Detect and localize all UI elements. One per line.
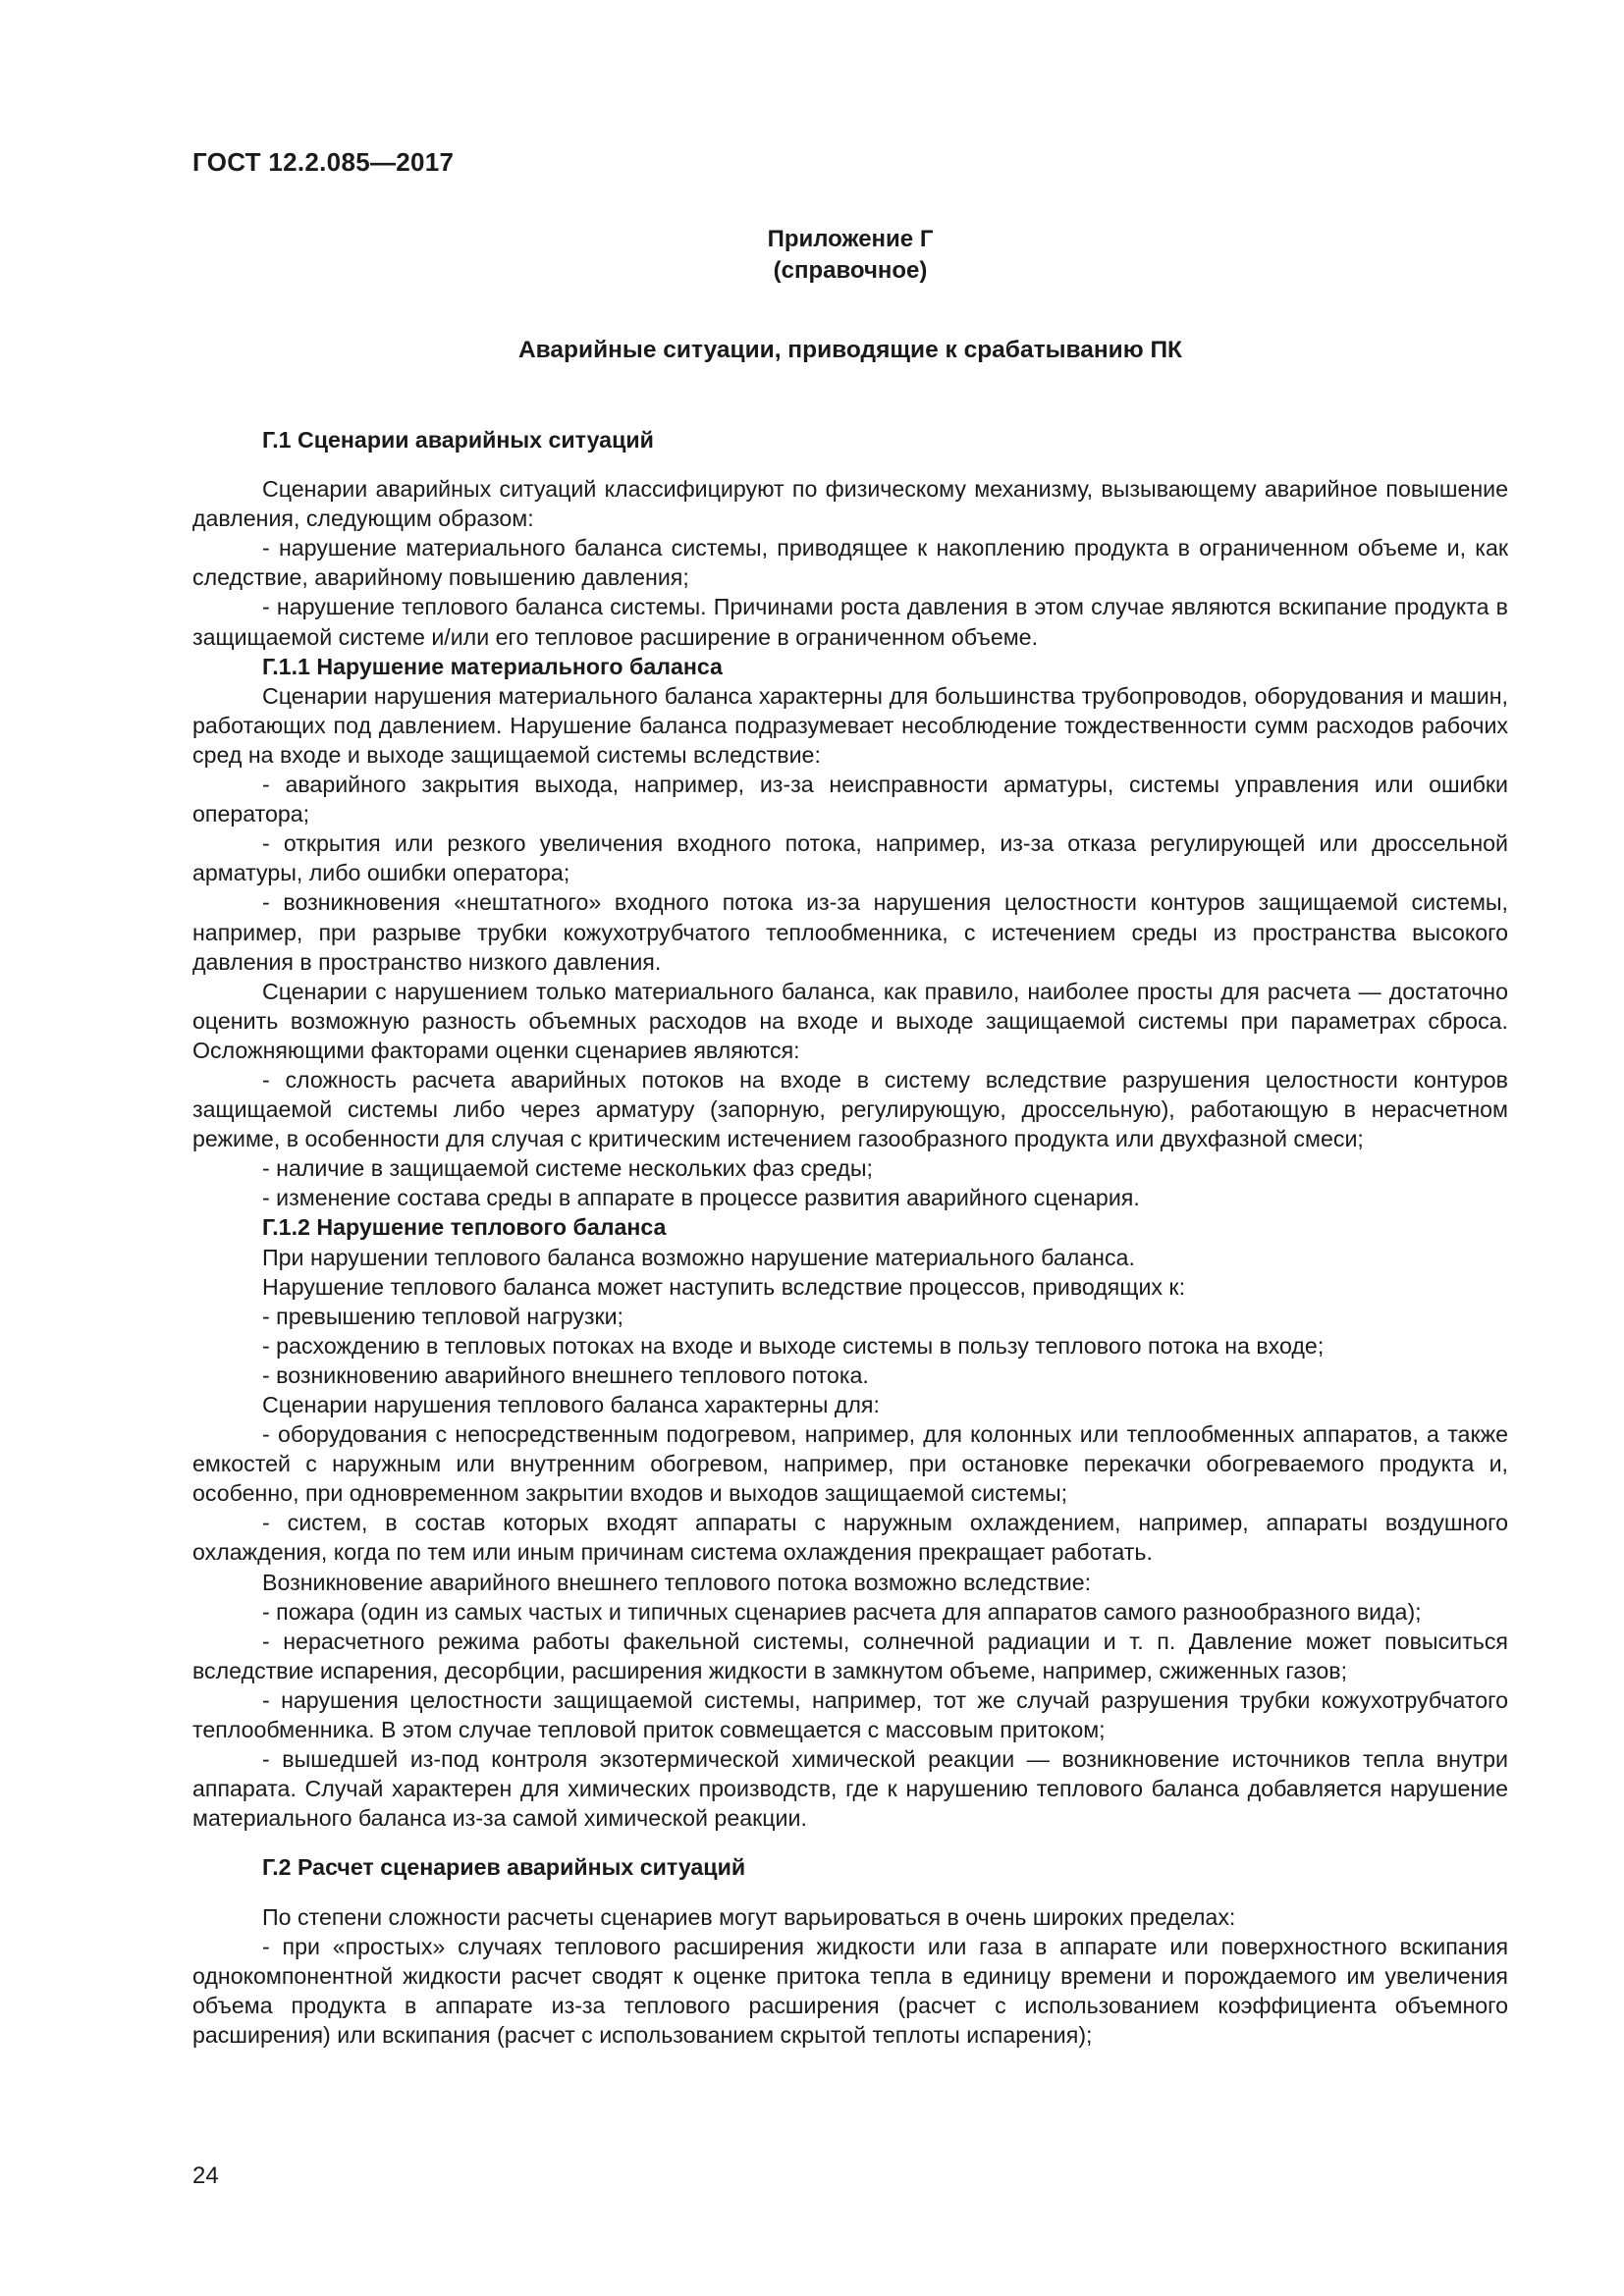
paragraph: При нарушении теплового баланса возможно нарушение материального баланса. bbox=[262, 1244, 1135, 1270]
appendix-heading bbox=[192, 224, 1508, 287]
section-heading-g1-1: Г.1.1 Нарушение материального баланса bbox=[262, 653, 723, 679]
document-body bbox=[192, 425, 1508, 2050]
paragraph: - наличие в защищаемой системе нескольких фаз среды; bbox=[262, 1155, 873, 1182]
paragraph: - аварийного закрытия выхода, например, из-за неисправности арматуры, системы управления или ошибки оператора; bbox=[192, 772, 1508, 828]
paragraph: - систем, в состав которых входят аппараты с наружным охлаждением, например, аппараты воздушного охлаждения, когда по тем или иным причинам система охлаждения прекращает работать. bbox=[192, 1510, 1508, 1566]
paragraph: - возникновения «нештатного» входного потока из-за нарушения целостности контуров защищаемой системы, например, при разрыве трубки кожухотрубчатого теплообменника, с истечением среды из пространства высокого давления в пространство низкого давления. bbox=[192, 889, 1508, 975]
paragraph: - нарушения целостности защищаемой системы, например, тот же случай разрушения трубки кожухотрубчатого теплообменника. В этом случае тепловой приток совмещается с массовым притоком; bbox=[192, 1686, 1508, 1743]
document-standard-header: ГОСТ 12.2.085—2017 bbox=[192, 147, 455, 177]
appendix-title: Аварийные ситуации, приводящие к срабатыванию ПК bbox=[517, 337, 1183, 363]
paragraph: - нарушение теплового баланса системы. Причинами роста давления в этом случае являются вскипание продукта в защищаемой системе и/или его тепловое расширение в ограниченном объеме. bbox=[192, 594, 1508, 650]
paragraph: Сценарии аварийных ситуаций классифицируют по физическому механизму, вызывающему аварийное повышение давления, следующим образом: bbox=[192, 476, 1508, 532]
paragraph: Возникновение аварийного внешнего теплового потока возможно вследствие: bbox=[262, 1569, 1092, 1595]
paragraph: Нарушение теплового баланса может наступить вследствие процессов, приводящих к: bbox=[262, 1273, 1186, 1300]
paragraph: - оборудования с непосредственным подогревом, например, для колонных или теплообменных аппаратов, а также емкостей с наружным или внутренним обогревом, например, при остановке перекачки обогреваемого продукта и, особенно, при одновременном закрытии входов и выходов защищаемой системы; bbox=[192, 1421, 1508, 1507]
paragraph: Сценарии нарушения теплового баланса характерны для: bbox=[262, 1392, 880, 1417]
paragraph: - изменение состава среды в аппарате в процессе развития аварийного сценария. bbox=[262, 1185, 1140, 1211]
appendix-type: (справочное) bbox=[773, 257, 928, 284]
appendix-label: Приложение Г bbox=[767, 226, 934, 252]
paragraph: Сценарии нарушения материального баланса характерны для большинства трубопроводов, оборудования и машин, работающих под давлением. Нарушение баланса подразумевает несоблюдение тождественности сумм расходов рабочих сред на входе и выходе защищаемой системы вследствие: bbox=[192, 682, 1508, 768]
paragraph: - превышению тепловой нагрузки; bbox=[262, 1303, 623, 1329]
section-heading-g2: Г.2 Расчет сценариев аварийных ситуаций bbox=[262, 1854, 746, 1881]
paragraph: - при «простых» случаях теплового расширения жидкости или газа в аппарате или поверхностного вскипания однокомпонентной жидкости расчет сводят к оценке притока тепла в единицу времени и порождаемого им увеличения объема продукта в аппарате из-за теплового расширения (расчет с использованием коэффициента объемного расширения) или вскипания (расчет с использованием скрытой теплоты испарения); bbox=[192, 1933, 1508, 2048]
paragraph: Сценарии с нарушением только материального баланса, как правило, наиболее просты для расчета — достаточно оценить возможную разность объемных расходов на входе и выходе защищаемой системы при параметрах сброса. Осложняющими факторами оценки сценариев являются: bbox=[192, 978, 1508, 1063]
section-heading-g1: Г.1 Сценарии аварийных ситуаций bbox=[262, 427, 654, 453]
paragraph: - возникновению аварийного внешнего теплового потока. bbox=[262, 1362, 869, 1388]
page-number: 24 bbox=[192, 2163, 219, 2189]
paragraph: - нерасчетного режима работы факельной системы, солнечной радиации и т. п. Давление может повыситься вследствие испарения, десорбции, расширения жидкости в замкнутом объеме, например, сжиженных газов; bbox=[192, 1628, 1508, 1683]
paragraph: - расхождению в тепловых потоках на входе и выходе системы в пользу теплового потока на входе; bbox=[262, 1332, 1325, 1359]
paragraph: - открытия или резкого увеличения входного потока, например, из-за отказа регулирующей или дроссельной арматуры, либо ошибки оператора; bbox=[192, 830, 1508, 886]
paragraph: - нарушение материального баланса системы, приводящее к накоплению продукта в ограниченном объеме и, как следствие, аварийному повышению давления; bbox=[192, 535, 1508, 591]
paragraph: - пожара (один из самых частых и типичных сценариев расчета для аппаратов самого разнообразного вида); bbox=[262, 1598, 1422, 1625]
paragraph: - вышедшей из-под контроля экзотермической химической реакции — возникновение источников тепла внутри аппарата. Случай характерен для химических производств, где к нарушению теплового баланса добавляется нарушение материального баланса из-за самой химической реакции. bbox=[192, 1746, 1508, 1832]
paragraph: - сложность расчета аварийных потоков на входе в систему вследствие разрушения целостности контуров защищаемой системы либо через арматуру (запорную, регулирующую, дроссельную), работающую в нерасчетном режиме, в особенности для случая с критическим истечением газообразного продукта или двухфазной смеси; bbox=[192, 1066, 1508, 1152]
paragraph: По степени сложности расчеты сценариев могут варьироваться в очень широких пределах: bbox=[262, 1903, 1236, 1930]
section-heading-g1-2: Г.1.2 Нарушение теплового баланса bbox=[262, 1214, 667, 1241]
